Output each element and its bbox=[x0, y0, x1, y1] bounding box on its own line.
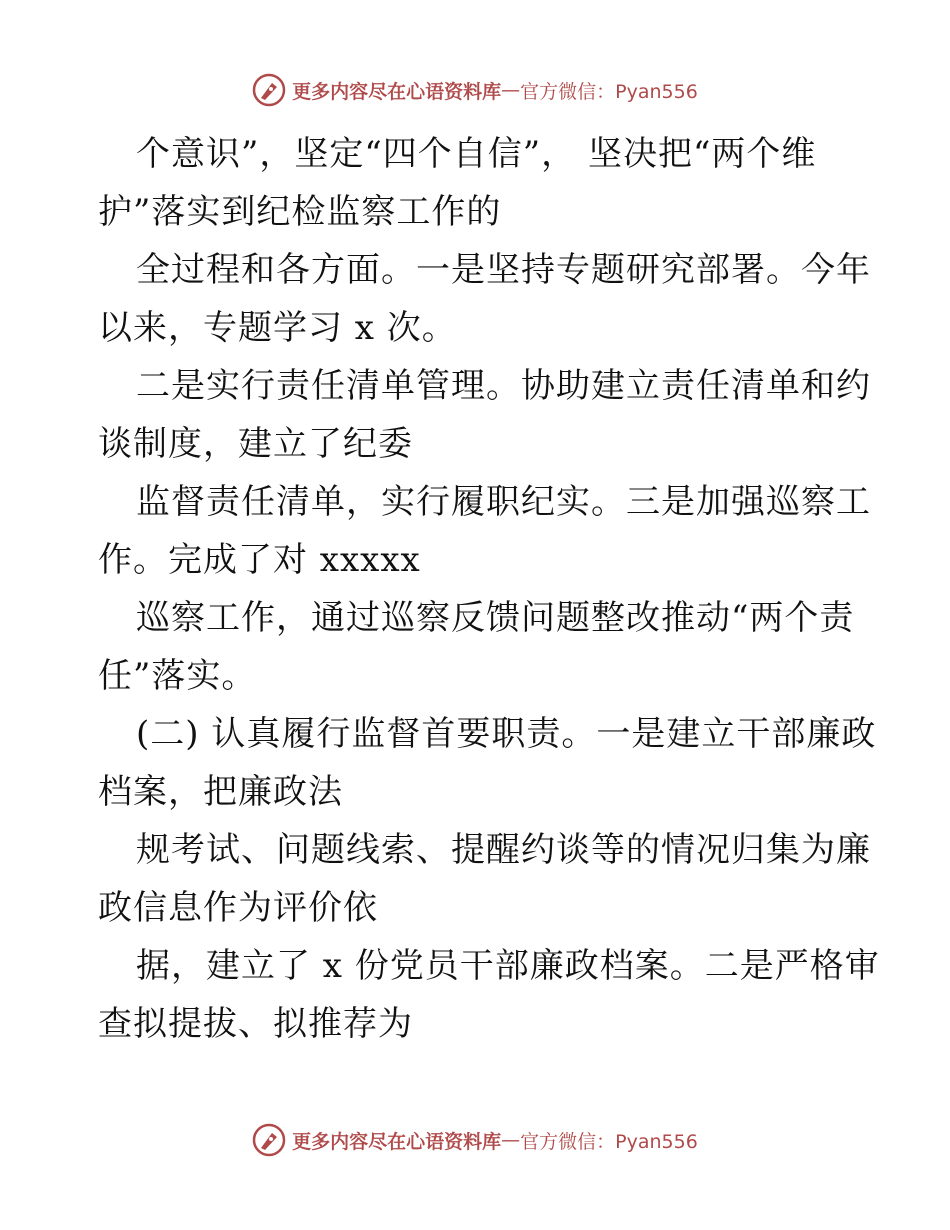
text-line: 谈制度，建立了纪委 bbox=[98, 424, 413, 464]
watermark-separator: — bbox=[501, 1129, 521, 1151]
text-line: (二) 认真履行监督首要职责。一是建立干部廉政 bbox=[136, 714, 877, 754]
text-line: 查拟提拔、拟推荐为 bbox=[98, 1004, 413, 1044]
watermark-footer bbox=[0, 1120, 950, 1160]
watermark-separator: — bbox=[501, 79, 521, 101]
text-line: 全过程和各方面。一是坚持专题研究部署。今年 bbox=[136, 250, 871, 290]
text-line: 个意识”，坚定“四个自信”， 坚决把“两个维 bbox=[136, 134, 817, 174]
text-line: 政信息作为评价依 bbox=[98, 888, 378, 928]
text-line: 档案，把廉政法 bbox=[98, 772, 343, 812]
text-line: 任”落实。 bbox=[98, 656, 257, 696]
pen-nib-logo-icon bbox=[252, 73, 286, 107]
watermark-site-text: 更多内容尽在心语资料库 bbox=[292, 1130, 502, 1153]
text-line: 以来，专题学习 x 次。 bbox=[98, 308, 457, 348]
text-line: 监督责任清单，实行履职纪实。三是加强巡察工 bbox=[136, 482, 871, 522]
text-line: 规考试、问题线索、提醒约谈等的情况归集为廉 bbox=[136, 830, 871, 870]
text-line: 作。完成了对 xxxxx bbox=[98, 540, 421, 580]
watermark-site-text: 更多内容尽在心语资料库 bbox=[292, 80, 502, 103]
text-line: 二是实行责任清单管理。协助建立责任清单和约 bbox=[136, 366, 871, 406]
text-line: 据，建立了 x 份党员干部廉政档案。二是严格审 bbox=[136, 946, 880, 986]
document-body bbox=[98, 125, 880, 1053]
text-line: 护”落实到纪检监察工作的 bbox=[98, 192, 502, 232]
watermark-wechat-text: 官方微信：Pyan556 bbox=[520, 80, 698, 103]
watermark-header bbox=[0, 70, 950, 110]
text-line: 巡察工作，通过巡察反馈问题整改推动“两个责 bbox=[136, 598, 855, 638]
pen-nib-logo-icon bbox=[252, 1123, 286, 1157]
watermark-wechat-text: 官方微信：Pyan556 bbox=[520, 1130, 698, 1153]
